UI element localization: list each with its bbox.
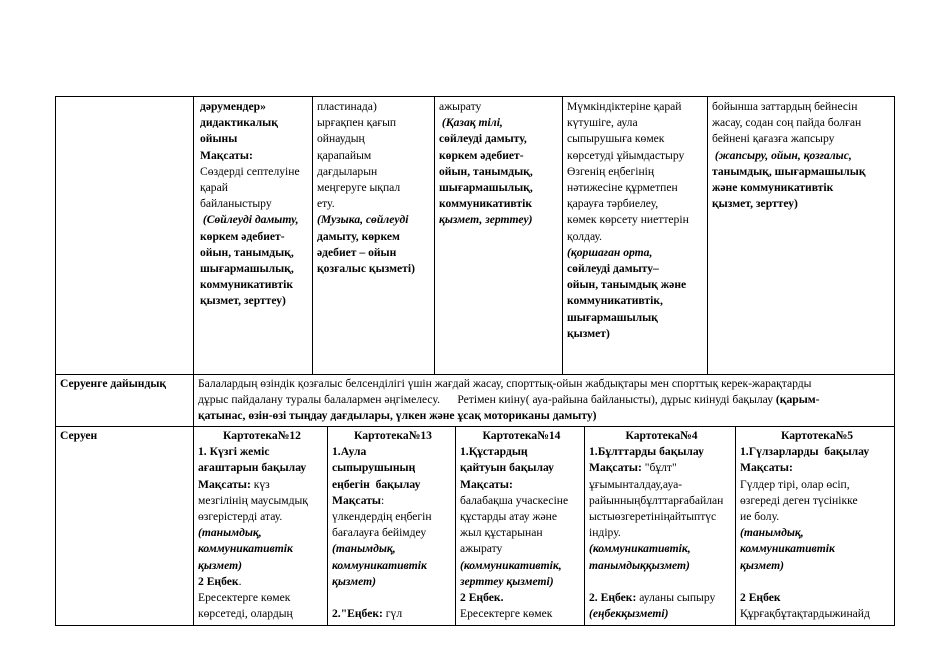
text-line: [439, 212, 561, 228]
text-line: [740, 606, 894, 622]
text-line: [567, 115, 707, 131]
text-run: .: [238, 574, 242, 588]
text-line: [317, 245, 433, 261]
text-line: [567, 229, 707, 245]
col-divider: [434, 96, 435, 374]
text-run: 1. Күзгі жеміс: [198, 445, 270, 459]
text-run: әдебиет – ойын: [317, 245, 397, 259]
text-run: (Қазақ тілі,: [439, 116, 503, 130]
text-line: [567, 310, 707, 326]
walk-prep-text: [198, 376, 894, 425]
text-run: дамыту, көркем: [317, 229, 400, 243]
text-run: коммуникативтік: [198, 542, 293, 556]
table-border-top: [55, 96, 895, 97]
text-line: [460, 509, 583, 525]
text-run: қызмет, зерттеу): [200, 294, 286, 308]
text-line: [439, 148, 561, 164]
text-run: көркем әдебиет-: [439, 148, 524, 162]
text-run: (еңбекқызметі): [589, 607, 669, 621]
col-divider: [584, 426, 585, 626]
col-divider: [455, 426, 456, 626]
row-divider-1: [55, 374, 895, 375]
text-line: [317, 180, 433, 196]
text-line: [567, 261, 707, 277]
card-title: Картотека№12: [223, 429, 301, 442]
text-line: [589, 541, 734, 557]
text-line: [198, 376, 894, 392]
text-run: зерттеу қызметі): [460, 574, 554, 588]
text-line: [567, 326, 707, 342]
text-line: [200, 180, 312, 196]
text-run: байланыстыру: [200, 197, 272, 211]
col-divider: [327, 426, 328, 626]
text-line: [460, 606, 583, 622]
text-line: [740, 525, 894, 541]
text-run: індіру.: [589, 526, 621, 540]
text-run: 1.Гүлзарларды бақылау: [740, 445, 870, 459]
text-run: дұрыс пайдалану туралы балалармен әңгімелесу. Ретімен киіну( ауа-райына байланысты), дұрыс киінуді бақылау: [198, 393, 776, 407]
table-border-left: [55, 96, 56, 626]
text-line: [317, 212, 433, 228]
text-run: Гүлдер тірі, олар өсіп,: [740, 477, 850, 491]
text-line: [740, 590, 894, 606]
text-run: :: [380, 493, 385, 507]
text-line: [198, 590, 326, 606]
text-line: [460, 444, 583, 460]
text-run: жыл құстарынан: [460, 526, 543, 540]
row-label-walk-prep: Серуенге дайындық: [60, 377, 167, 390]
text-line: [198, 460, 326, 476]
text-line: [567, 99, 707, 115]
text-line: [589, 493, 734, 509]
text-line: [200, 261, 312, 277]
text-run: гүл: [382, 607, 403, 621]
text-run: Мақсаты:: [740, 461, 793, 475]
text-run: үлкендердің еңбегін: [332, 510, 432, 524]
text-line: [200, 212, 312, 228]
text-run: және коммуникативтік: [712, 181, 834, 195]
text-line: [740, 477, 894, 493]
text-line: [200, 229, 312, 245]
text-run: күз: [250, 477, 270, 491]
text-line: [200, 99, 312, 115]
text-run: (танымдық,: [198, 526, 262, 540]
text-line: [740, 444, 894, 460]
text-line: [460, 558, 583, 574]
text-line: [198, 408, 894, 424]
text-run: қызмет): [740, 558, 784, 572]
text-run: ойнаудың: [317, 132, 365, 146]
text-run: қызмет): [567, 326, 610, 340]
walk-card-2: [332, 428, 454, 622]
text-run: қарай: [200, 181, 228, 195]
text-run: шығармашылық: [567, 310, 658, 324]
text-run: сөйлеуді дамыту–: [567, 262, 659, 276]
text-run: бойынша заттардың бейнесін: [712, 100, 858, 113]
text-run: сыпырушының: [332, 461, 416, 475]
text-line: [567, 277, 707, 293]
text-run: Мақсаты:: [200, 148, 253, 162]
text-run: Балалардың өзіндік қозғалыс белсенділігі үшін жағдай жасау, спорттық-ойын жабдықтары мен спорттық керек-жарақтарды: [198, 377, 812, 390]
text-line: [317, 229, 433, 245]
activity-cell-3: [439, 99, 561, 229]
text-run: ырғақпен қағып: [317, 116, 397, 130]
text-run: пластинада): [317, 100, 377, 113]
text-line: [589, 525, 734, 541]
text-run: коммуникативтік: [439, 197, 532, 211]
text-line: [439, 99, 561, 115]
text-run: қызмет): [332, 574, 376, 588]
text-line: [332, 590, 454, 606]
text-run: ыстыөзгеретініңайтыптүс: [589, 510, 717, 524]
text-run: қарауға тәрбиелеу,: [567, 197, 659, 211]
text-run: құстарды атау және: [460, 510, 557, 524]
text-run: еңбегін бақылау: [332, 477, 421, 491]
row-label-walk: Серуен: [60, 429, 98, 442]
text-line: [712, 99, 894, 115]
text-line: [712, 180, 894, 196]
text-line: [332, 574, 454, 590]
text-run: қайтуын бақылау: [460, 461, 554, 475]
card-title: Картотека№4: [625, 429, 698, 442]
text-line: [589, 509, 734, 525]
text-line: [460, 590, 583, 606]
text-run: ойын, танымдық,: [439, 164, 533, 178]
text-run: танымдық, шығармашылық: [712, 164, 866, 178]
text-run: (танымдық,: [740, 526, 804, 540]
activity-cell-2: [317, 99, 433, 277]
card-title: Картотека№13: [354, 429, 432, 442]
text-run: бағалауға бейімдеу: [332, 526, 427, 540]
text-line: [589, 460, 734, 476]
text-line: [200, 115, 312, 131]
col-divider: [735, 426, 736, 626]
text-run: ажырату: [460, 542, 503, 556]
text-line: [200, 164, 312, 180]
text-run: ету.: [317, 197, 335, 211]
text-run: көрсетеді, олардың: [198, 607, 293, 621]
text-line: [439, 115, 561, 131]
text-line: [439, 196, 561, 212]
text-run: Мақсаты:: [198, 477, 251, 491]
text-line: [198, 509, 326, 525]
text-line: [460, 525, 583, 541]
text-line: [567, 212, 707, 228]
text-line: [200, 148, 312, 164]
text-run: қызмет, зерттеу): [712, 197, 798, 211]
text-run: шығармашылық,: [439, 181, 533, 195]
text-line: [589, 590, 734, 606]
text-line: [198, 444, 326, 460]
text-run: қатынас, өзін-өзі тыңдау дағдылары, үлкен және ұсақ моториканы дамыту): [198, 409, 597, 423]
text-line: [439, 180, 561, 196]
text-line: [332, 606, 454, 622]
text-run: коммуникативтік: [740, 542, 835, 556]
text-line: [439, 131, 561, 147]
text-run: қызмет, зерттеу): [439, 213, 533, 227]
activity-cell-4: [567, 99, 707, 342]
text-line: [567, 180, 707, 196]
col-divider: [312, 96, 313, 374]
text-line: [740, 509, 894, 525]
text-run: коммуникативтік: [200, 278, 293, 292]
walk-card-3: [460, 428, 583, 622]
text-run: Ересектерге көмек: [198, 591, 291, 605]
text-run: ағаштарын бақылау: [198, 461, 307, 475]
text-line: [198, 392, 894, 408]
card-title: Картотека№14: [482, 429, 561, 442]
text-run: ауланы сыпыру: [636, 591, 716, 605]
text-line: [200, 245, 312, 261]
text-line: [332, 558, 454, 574]
col-divider: [193, 96, 194, 374]
text-line: [567, 196, 707, 212]
text-run: бейнені қағазға жапсыру: [712, 132, 835, 146]
text-line: [712, 196, 894, 212]
text-run: меңгеруге ықпал: [317, 181, 401, 195]
text-run: (жапсыру, ойын, қозғалыс,: [712, 148, 852, 162]
text-line: [332, 460, 454, 476]
text-line: [740, 558, 894, 574]
text-run: ойын, танымдық,: [200, 245, 294, 259]
text-line: [317, 148, 433, 164]
text-run: 1.Құстардың: [460, 445, 528, 459]
text-line: [460, 460, 583, 476]
text-run: 2."Еңбек:: [332, 607, 383, 621]
text-run: танымдыққызмет): [589, 558, 690, 572]
text-line: [589, 574, 734, 590]
text-run: ажырату: [439, 100, 482, 113]
text-run: қолдау.: [567, 229, 603, 243]
text-line: [200, 196, 312, 212]
text-run: Сөздерді септелуіне: [200, 164, 300, 178]
text-run: балабақша учаскесіне: [460, 493, 569, 507]
activity-cell-1: [200, 99, 312, 310]
row-divider-2: [55, 426, 895, 427]
text-line: [317, 164, 433, 180]
text-line: [712, 115, 894, 131]
text-run: коммуникативтік: [332, 558, 427, 572]
text-run: Ересектерге көмек: [460, 607, 553, 621]
text-line: [198, 525, 326, 541]
text-line: [198, 477, 326, 493]
text-line: [712, 164, 894, 180]
text-run: күтушіге, аула: [567, 116, 638, 130]
text-line: [712, 148, 894, 164]
text-line: [332, 541, 454, 557]
text-run: сөйлеуді дамыту,: [439, 132, 527, 146]
text-run: ие болу.: [740, 510, 780, 524]
text-line: [332, 493, 454, 509]
text-run: дидактикалық: [200, 116, 278, 130]
text-run: көрсетуді ұйымдастыру: [567, 148, 685, 162]
text-line: [740, 574, 894, 590]
text-line: [460, 493, 583, 509]
text-line: [439, 164, 561, 180]
text-run: қозғалыс қызметі): [317, 262, 415, 276]
text-line: [200, 293, 312, 309]
text-run: дағдыларын: [317, 164, 378, 178]
text-run: сыпырушыға көмек: [567, 132, 665, 146]
text-line: [200, 277, 312, 293]
text-run: (коммуникативтік,: [589, 542, 691, 556]
text-line: [317, 131, 433, 147]
text-line: [460, 477, 583, 493]
text-line: [198, 493, 326, 509]
text-run: нәтижесіне құрметпен: [567, 181, 678, 195]
text-run: (қарым-: [775, 393, 820, 407]
text-line: [317, 261, 433, 277]
text-run: (қоршаған орта,: [567, 245, 653, 259]
text-run: дәрумендер»: [200, 100, 266, 113]
text-line: [589, 444, 734, 460]
text-run: 1.Бұлттарды бақылау: [589, 445, 704, 459]
text-line: [589, 606, 734, 622]
col-divider: [193, 374, 194, 426]
text-line: [198, 606, 326, 622]
text-line: [317, 196, 433, 212]
col-divider: [707, 96, 708, 374]
text-line: [317, 115, 433, 131]
text-run: қарапайым: [317, 148, 372, 162]
text-run: (коммуникативтік,: [460, 558, 562, 572]
text-run: (Музыка, сөйлеуді: [317, 213, 409, 227]
text-line: [589, 477, 734, 493]
text-run: шығармашылық,: [200, 262, 294, 276]
text-line: [589, 558, 734, 574]
text-run: Құрғақбұтақтардыжинайд: [740, 607, 870, 621]
walk-card-4: [589, 428, 734, 622]
text-line: [567, 131, 707, 147]
card-title: Картотека№5: [780, 429, 854, 442]
text-line: [332, 509, 454, 525]
text-run: ойын, танымдық және: [567, 278, 687, 292]
text-run: 1.Аула: [332, 445, 367, 459]
text-line: [740, 541, 894, 557]
walk-card-1: [198, 428, 326, 622]
text-line: [198, 541, 326, 557]
text-line: [567, 293, 707, 309]
text-line: [740, 460, 894, 476]
text-run: мезгілінің маусымдық: [198, 493, 308, 507]
text-line: [567, 164, 707, 180]
col-divider: [193, 426, 194, 626]
schedule-table: [55, 96, 895, 626]
text-line: [567, 148, 707, 164]
text-run: ойыны: [200, 132, 238, 146]
text-line: [332, 525, 454, 541]
text-run: қызмет): [198, 558, 242, 572]
text-run: (танымдық,: [332, 542, 396, 556]
text-line: [740, 493, 894, 509]
text-run: Мақсаты:: [589, 461, 642, 475]
text-line: [332, 477, 454, 493]
text-run: 2 Еңбек: [740, 591, 781, 605]
text-run: Мақсаты:: [460, 477, 513, 491]
text-run: 2 Еңбек: [198, 574, 239, 588]
text-run: көркем әдебиет-: [200, 229, 285, 243]
text-line: [712, 131, 894, 147]
activity-cell-5: [712, 99, 894, 212]
text-run: (Сөйлеуді дамыту,: [200, 213, 299, 227]
text-line: [317, 99, 433, 115]
table-border-right: [894, 96, 895, 626]
text-run: ұғымынталдау,ауа-: [589, 477, 683, 491]
text-run: өзгерістерді атау.: [198, 510, 283, 524]
text-run: "бұлт": [641, 461, 677, 475]
text-run: 2 Еңбек.: [460, 591, 504, 605]
text-run: жасау, содан соң пайда болған: [712, 116, 862, 130]
text-run: Өзгенің еңбегінің: [567, 164, 655, 178]
text-run: 2. Еңбек:: [589, 591, 637, 605]
text-line: [200, 131, 312, 147]
walk-card-5: [740, 428, 894, 622]
text-run: коммуникативтік,: [567, 294, 663, 308]
table-border-bottom: [55, 625, 895, 626]
text-line: [198, 574, 326, 590]
text-line: [198, 558, 326, 574]
text-run: Мүмкіндіктеріне қарай: [567, 100, 682, 113]
text-run: өзгереді деген түсінікке: [740, 493, 858, 507]
text-line: [332, 444, 454, 460]
text-run: Мақсаты: [332, 493, 381, 507]
text-line: [460, 541, 583, 557]
text-run: райынныңбұлттарғабайлан: [589, 493, 724, 507]
text-line: [460, 574, 583, 590]
text-run: көмек көрсету ниеттерін: [567, 213, 689, 227]
text-line: [567, 245, 707, 261]
col-divider: [562, 96, 563, 374]
